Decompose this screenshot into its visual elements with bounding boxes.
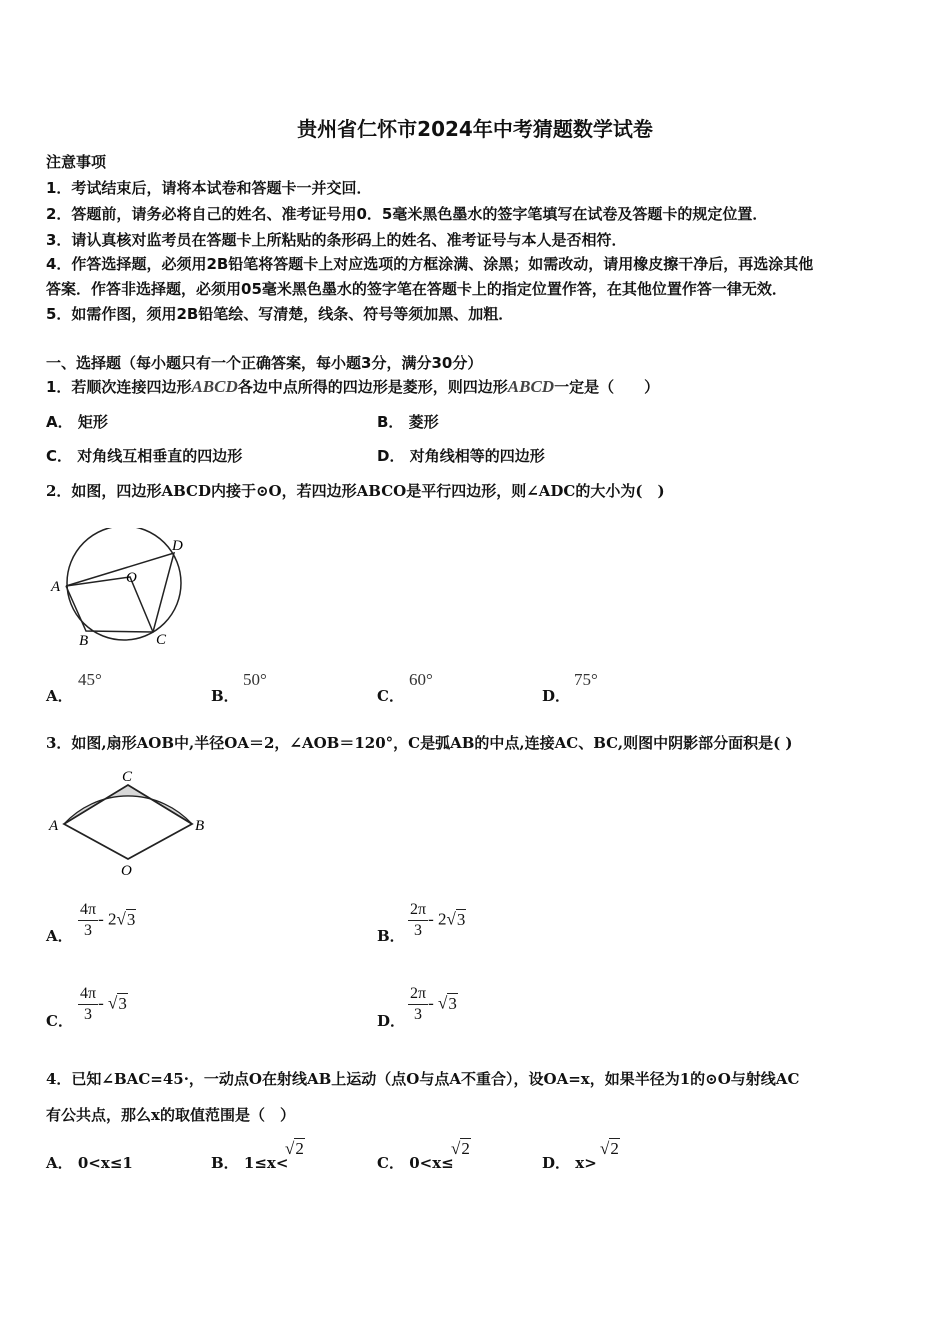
option-label: C． (377, 1154, 404, 1172)
option-label: D． (377, 447, 405, 465)
q2-option-c-label: C． (377, 687, 404, 705)
question-2: 2．如图，四边形ABCD内接于⊙O，若四边形ABCO是平行四边形，则∠ADC的大小为( ) (46, 482, 665, 500)
option-label: A． (46, 1154, 73, 1172)
label-c: C (122, 769, 133, 785)
q3-option-c-label: C． (46, 1012, 73, 1030)
radicand: 3 (448, 993, 457, 1013)
q4-option-d (542, 1152, 597, 1173)
page-title: 贵州省仁怀市2024年中考猜题数学试卷 (297, 117, 653, 141)
fraction-numerator: 4π (78, 984, 98, 1005)
question-4-line-2: 有公共点，那么x的取值范围是（ ） (46, 1106, 295, 1124)
option-text: x> (575, 1154, 597, 1172)
radicand: 2 (610, 1139, 619, 1158)
fraction-denominator: 3 (84, 922, 93, 939)
q2-option-d-label: D． (542, 687, 571, 705)
label-c: C (156, 632, 167, 648)
notice-item: 5．如需作图，须用2B铅笔绘、写清楚，线条、符号等须加黑、加粗． (46, 305, 514, 323)
notice-heading: 注意事项 (46, 153, 107, 171)
option-label: B． (377, 413, 404, 431)
label-a: A (51, 579, 61, 595)
q4-option-a (46, 1152, 133, 1173)
expr-rest: - 2 (428, 909, 447, 929)
option-text: 0<x≤1 (77, 1154, 133, 1172)
q1-math: ABCD (507, 377, 555, 396)
notice-item: 2．答题前，请务必将自己的姓名、准考证号用0．5毫米黑色墨水的签字笔填写在试卷及答题卡的规定位置． (46, 205, 768, 223)
q2-option-a-label: A． (46, 687, 73, 705)
notice-item: 3．请认真核对监考员在答题卡上所粘贴的条形码上的姓名、准考证号与本人是否相符． (46, 231, 627, 249)
q3-option-a (78, 900, 136, 941)
q2-circle-figure (46, 528, 206, 650)
option-text: 矩形 (77, 413, 108, 431)
section-heading: 一、选择题（每小题只有一个正确答案，每小题3分，满分30分） (46, 354, 483, 372)
fraction-numerator: 2π (408, 984, 428, 1005)
fraction-denominator: 3 (414, 1006, 423, 1023)
q3-option-d (408, 984, 458, 1025)
q3-option-d-label: D． (377, 1012, 406, 1030)
expr-rest: - (98, 993, 108, 1013)
option-label: D． (542, 1154, 571, 1172)
fraction-denominator: 3 (84, 1006, 93, 1023)
q3-option-b (408, 900, 466, 941)
quadrilateral-abcd (66, 553, 174, 632)
q4-option-b (211, 1152, 288, 1173)
expr-rest: - (428, 993, 438, 1013)
label-b: B (79, 633, 89, 649)
sqrt-icon: √ (116, 909, 126, 929)
q1-text: 各边中点所得的四边形是菱形，则四边形 (237, 378, 508, 396)
question-3: 3．如图,扇形AOB中,半径OA＝2，∠AOB＝120°，C是弧AB的中点,连接AC、BC,则图中阴影部分面积是( ) (46, 734, 793, 752)
q1-text: 1．若顺次连接四边形 (46, 378, 192, 396)
q1-option-d (377, 445, 545, 466)
q1-math: ABCD (191, 377, 238, 396)
radicand: 3 (126, 909, 136, 929)
option-text: 对角线相等的四边形 (409, 447, 545, 465)
fraction-numerator: 2π (408, 900, 428, 921)
q3-option-a-label: A． (46, 927, 73, 945)
q1-text: 一定是（ ） (554, 378, 660, 396)
shaded-region (64, 785, 192, 824)
radicand: 2 (461, 1139, 470, 1158)
option-label: A． (46, 413, 73, 431)
option-text: 菱形 (408, 413, 439, 431)
notice-item: 1．考试结束后，请将本试卷和答题卡一并交回． (46, 179, 372, 197)
q4-option-b-sqrt (285, 1139, 305, 1159)
radicand: 2 (295, 1139, 304, 1158)
notice-item: 答案．作答非选择题，必须用05毫米黑色墨水的签字笔在答题卡上的指定位置作答，在其他位置作答一律无效． (46, 280, 787, 298)
fraction-numerator: 4π (78, 900, 98, 921)
q3-sector-figure (46, 766, 210, 880)
q3-option-c (78, 984, 128, 1025)
radicand: 3 (456, 909, 466, 929)
label-a: A (49, 818, 59, 834)
option-text: 1≤x< (243, 1154, 289, 1172)
option-text: 对角线互相垂直的四边形 (77, 447, 243, 465)
q2-option-d: 75° (574, 670, 598, 689)
label-d: D (172, 538, 183, 554)
notice-item: 4．作答选择题，必须用2B铅笔将答题卡上对应选项的方框涂满、涂黑；如需改动，请用橡皮擦干净后，再选涂其他 (46, 255, 814, 273)
segments-ao-oc (66, 577, 153, 632)
sqrt-icon: √ (285, 1139, 295, 1158)
sqrt-icon: √ (438, 993, 448, 1013)
sqrt-icon: √ (600, 1139, 610, 1158)
q4-option-c (377, 1152, 454, 1173)
sqrt-icon: √ (108, 993, 118, 1013)
label-o: O (126, 570, 137, 586)
q4-option-c-sqrt (451, 1139, 471, 1159)
option-text: 0<x≤ (409, 1154, 454, 1172)
q1-option-b (377, 411, 439, 432)
expr-rest: - 2 (98, 909, 117, 929)
fraction-denominator: 3 (414, 922, 423, 939)
q3-option-b-label: B． (377, 927, 405, 945)
q2-option-c: 60° (409, 670, 433, 689)
question-4-line-1: 4．已知∠BAC=45·，一动点O在射线AB上运动（点O与点A不重合），设OA=x，如果半径为1的⊙O与射线AC (46, 1070, 800, 1088)
q1-option-c (46, 445, 242, 466)
q2-option-b-label: B． (211, 687, 239, 705)
radicand: 3 (118, 993, 127, 1013)
option-label: C． (46, 447, 73, 465)
q1-option-a (46, 411, 108, 432)
q2-option-b: 50° (243, 670, 267, 689)
label-o: O (121, 863, 132, 879)
label-b: B (195, 818, 205, 834)
q4-option-d-sqrt (600, 1139, 620, 1159)
question-1 (46, 376, 659, 397)
q2-option-a: 45° (78, 670, 102, 689)
option-label: B． (211, 1154, 239, 1172)
sqrt-icon: √ (451, 1139, 461, 1158)
sqrt-icon: √ (446, 909, 456, 929)
